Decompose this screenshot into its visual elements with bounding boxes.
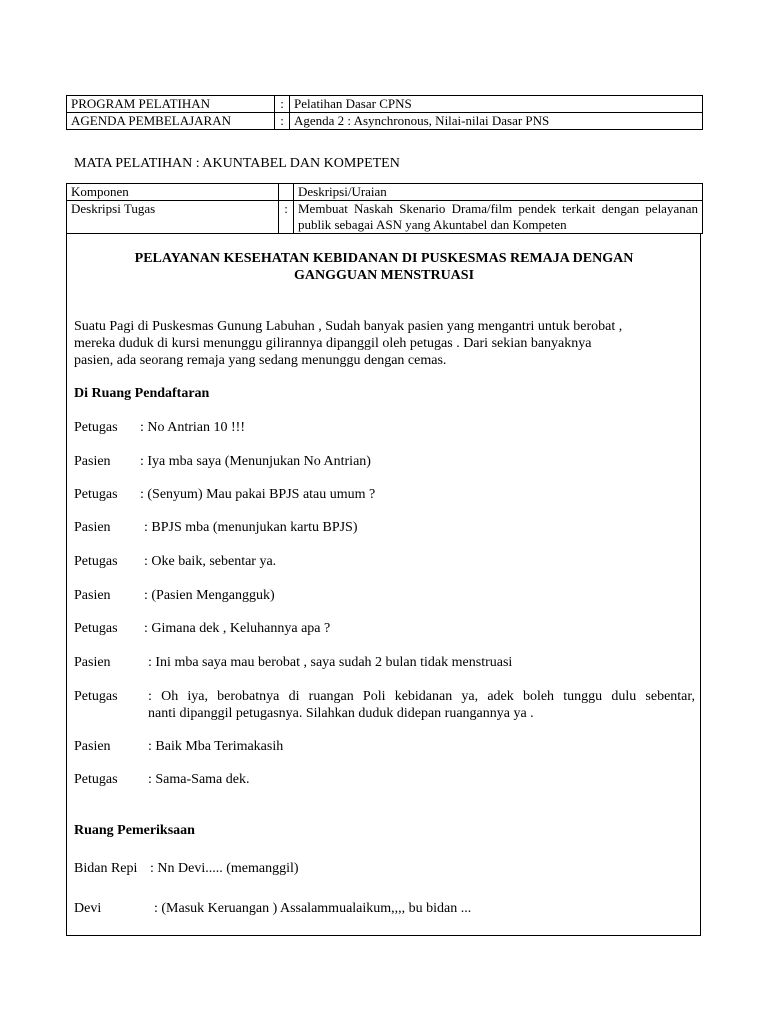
dialog-speaker: Petugas	[74, 689, 118, 704]
dialog-speaker: Petugas	[74, 554, 118, 569]
program-label: PROGRAM PELATIHAN	[67, 96, 275, 113]
section-heading-registration: Di Ruang Pendaftaran	[74, 386, 210, 401]
intro-line-2: mereka duduk di kursi menunggu gilirannya dipanggil oleh petugas . Dari sekian banyaknya	[74, 336, 592, 351]
dialog-text: : No Antrian 10 !!!	[140, 420, 245, 435]
dialog-speaker: Petugas	[74, 487, 118, 502]
script-title-line-1: PELAYANAN KESEHATAN KEBIDANAN DI PUSKESMAS REMAJA DENGAN	[134, 251, 634, 266]
dialog-speaker: Petugas	[74, 772, 118, 787]
dialog-text: : (Pasien Mengangguk)	[144, 588, 275, 603]
task-description: Membuat Naskah Skenario Drama/film pendek terkait dengan pelayanan publik sebagai ASN yang Akuntabel dan Kompeten	[294, 201, 703, 234]
dialog-text: : Oh iya, berobatnya di ruangan Poli kebidanan ya, adek boleh tunggu dulu sebentar,	[148, 689, 695, 704]
task-label: Deskripsi Tugas	[67, 201, 279, 234]
dialog-speaker: Petugas	[74, 420, 118, 435]
dialog-speaker: Pasien	[74, 655, 111, 670]
dialog-text: : BPJS mba (menunjukan kartu BPJS)	[144, 520, 358, 535]
dialog-text: : Iya mba saya (Menunjukan No Antrian)	[140, 454, 371, 469]
script-title-line-2: GANGGUAN MENSTRUASI	[293, 268, 475, 283]
dialog-text-continued: nanti dipanggil petugasnya. Silahkan duduk didepan ruangannya ya .	[148, 706, 534, 721]
program-value: Pelatihan Dasar CPNS	[290, 96, 703, 113]
mata-pelatihan-heading: MATA PELATIHAN : AKUNTABEL DAN KOMPETEN	[74, 156, 400, 171]
component-header-label: Komponen	[67, 184, 279, 201]
agenda-row	[67, 113, 703, 130]
dialog-text: : Nn Devi..... (memanggil)	[150, 861, 299, 876]
intro-paragraph	[74, 318, 695, 369]
dialog-speaker: Petugas	[74, 621, 118, 636]
dialog-line	[74, 688, 695, 722]
dialog-speaker: Pasien	[74, 739, 111, 754]
dialog-text: : Oke baik, sebentar ya.	[144, 554, 277, 569]
dialog-text: : (Masuk Keruangan ) Assalammualaikum,,,, bu bidan ...	[154, 901, 472, 916]
dialog-text: : Ini mba saya mau berobat , saya sudah 2 bulan tidak menstruasi	[148, 655, 513, 670]
dialog-speaker: Devi	[74, 901, 102, 916]
component-table	[66, 183, 703, 234]
intro-line-1: Suatu Pagi di Puskesmas Gunung Labuhan , Sudah banyak pasien yang mengantri untuk berobat ,	[74, 319, 623, 334]
dialog-text: : Baik Mba Terimakasih	[148, 739, 284, 754]
component-task-row	[67, 201, 703, 234]
program-row	[67, 96, 703, 113]
dialog-speaker: Pasien	[74, 588, 111, 603]
dialog-text: : Sama-Sama dek.	[148, 772, 250, 787]
component-header-separator	[279, 184, 294, 201]
dialog-text: : Gimana dek , Keluhannya apa ?	[144, 621, 331, 636]
program-separator: :	[275, 96, 290, 113]
dialog-speaker: Pasien	[74, 520, 111, 535]
agenda-label: AGENDA PEMBELAJARAN	[67, 113, 275, 130]
program-info-table	[66, 95, 703, 130]
dialog-speaker: Bidan Repi	[74, 861, 138, 876]
agenda-value: Agenda 2 : Asynchronous, Nilai-nilai Dasar PNS	[290, 113, 703, 130]
component-header-row	[67, 184, 703, 201]
agenda-separator: :	[275, 113, 290, 130]
script-title	[90, 250, 678, 284]
section-heading-examination: Ruang Pemeriksaan	[74, 823, 195, 838]
intro-line-3: pasien, ada seorang remaja yang sedang menunggu dengan cemas.	[74, 353, 447, 368]
dialog-speaker: Pasien	[74, 454, 111, 469]
task-separator: :	[279, 201, 294, 234]
dialog-text: : (Senyum) Mau pakai BPJS atau umum ?	[140, 487, 376, 502]
component-header-value: Deskripsi/Uraian	[294, 184, 703, 201]
